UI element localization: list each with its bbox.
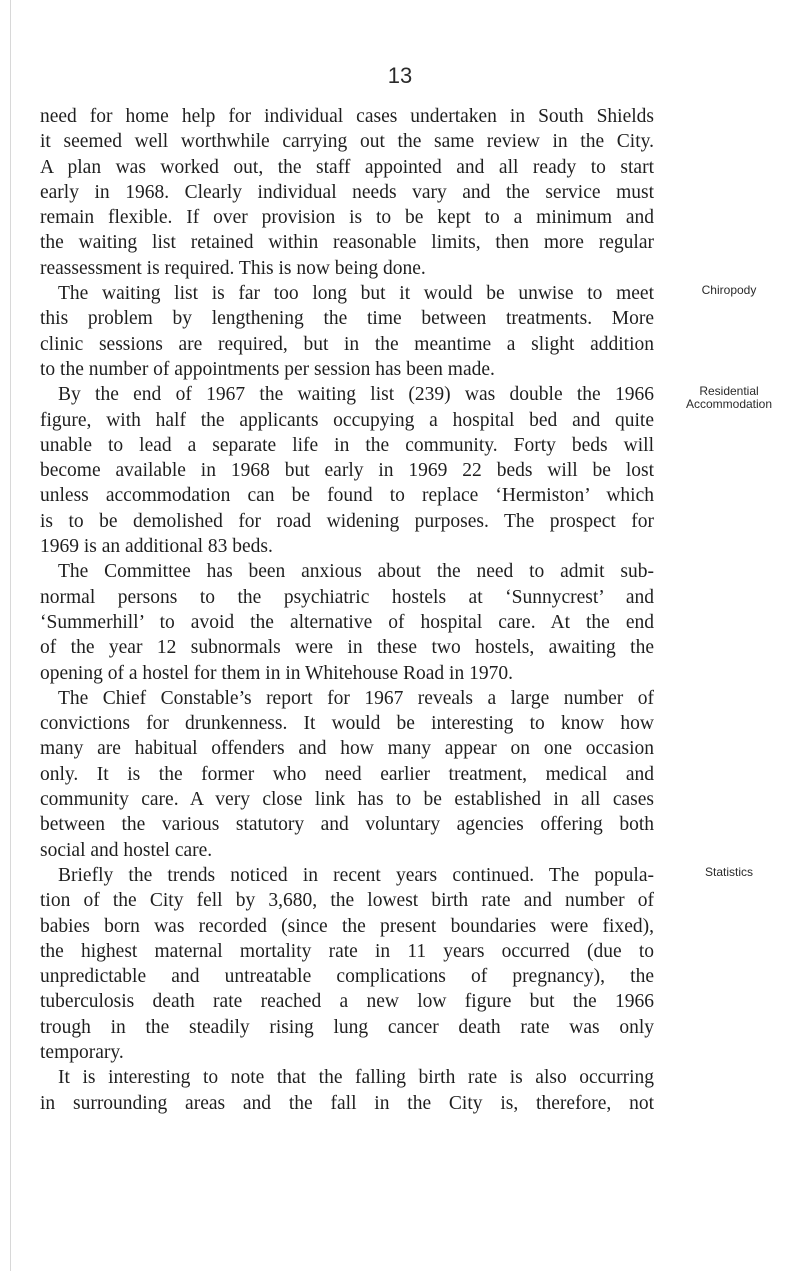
text-line: The Chief Constable’s report for 1967 reveals a large number of — [58, 687, 654, 709]
text-line: A plan was worked out, the staff appointed and all ready to start — [40, 156, 654, 178]
text-line: is to be demolished for road widening purposes. The prospect for — [40, 510, 654, 532]
text-line: By the end of 1967 the waiting list (239) was double the 1966 — [58, 384, 654, 406]
text-line: only. It is the former who need earlier treatment, medical and — [40, 763, 654, 785]
page-number: 13 — [387, 63, 413, 88]
text-line: figure, with half the applicants occupying a hospital bed and quite — [40, 409, 654, 431]
text-line: between the various statutory and voluntary agencies offering both — [40, 814, 654, 836]
text-line: Briefly the trends noticed in recent years continued. The popula- — [58, 864, 654, 886]
text-line: unpredictable and untreatable complications of pregnancy), the — [40, 966, 654, 988]
text-line: social and hostel care. — [40, 839, 213, 861]
margin-note-statistics-label: Statistics — [704, 865, 753, 879]
text-line: normal persons to the psychiatric hostels at ‘Sunnycrest’ and — [40, 586, 654, 608]
text-line: reassessment is required. This is now being done. — [40, 257, 426, 279]
text-line: It is interesting to note that the falling birth rate is also occurring — [58, 1067, 654, 1089]
page-edge-line — [10, 0, 11, 1271]
margin-note-residential-accommodation — [664, 385, 794, 411]
text-line: of the year 12 subnormals were in these two hostels, awaiting the — [40, 637, 654, 659]
margin-note-chiropody-label: Chiropody — [701, 283, 757, 297]
text-line: temporary. — [40, 1041, 124, 1063]
text-line: become available in 1968 but early in 1969 22 beds will be lost — [40, 460, 654, 482]
text-line: community care. A very close link has to be established in all cases — [40, 789, 654, 811]
text-line: babies born was recorded (since the present boundaries were fixed), — [40, 915, 654, 937]
text-line: opening of a hostel for them in in Whitehouse Road in 1970. — [40, 662, 513, 684]
text-line: many are habitual offenders and how many appear on one occasion — [40, 738, 654, 760]
text-line: The waiting list is far too long but it would be unwise to meet — [58, 283, 654, 305]
text-line: The Committee has been anxious about the need to admit sub- — [58, 561, 654, 583]
body-text — [40, 104, 654, 1116]
text-line: it seemed well worthwhile carrying out the same review in the City. — [40, 131, 654, 153]
text-line: the waiting list retained within reasonable limits, then more regular — [40, 232, 654, 254]
text-line: remain flexible. If over provision is to be kept to a minimum and — [40, 207, 654, 229]
margin-note-chiropody — [664, 284, 794, 297]
text-line: to the number of appointments per session has been made. — [40, 358, 495, 380]
text-line: 1969 is an additional 83 beds. — [40, 536, 273, 558]
text-line: tion of the City fell by 3,680, the lowest birth rate and number of — [40, 890, 654, 912]
text-line: this problem by lengthening the time between treatments. More — [40, 308, 654, 330]
text-line: the highest maternal mortality rate in 11 years occurred (due to — [40, 940, 654, 962]
text-line: clinic sessions are required, but in the meantime a slight addition — [40, 333, 654, 355]
text-line: ‘Summerhill’ to avoid the alternative of hospital care. At the end — [40, 611, 654, 633]
text-line: early in 1968. Clearly individual needs vary and the service must — [40, 181, 654, 203]
text-line: unless accommodation can be found to replace ‘Hermiston’ which — [40, 485, 654, 507]
margin-note-residential-label: Residential — [699, 384, 759, 398]
text-line: trough in the steadily rising lung cancer death rate was only — [40, 1016, 654, 1038]
text-line: in surrounding areas and the fall in the City is, therefore, not — [40, 1092, 654, 1114]
text-line: need for home help for individual cases undertaken in South Shields — [40, 106, 654, 127]
text-line: unable to lead a separate life in the community. Forty beds will — [40, 434, 654, 456]
text-line: tuberculosis death rate reached a new low figure but the 1966 — [40, 991, 654, 1013]
margin-note-statistics — [664, 866, 794, 879]
margin-note-accommodation-label: Accommodation — [685, 397, 773, 411]
text-line: convictions for drunkenness. It would be interesting to know how — [40, 713, 654, 735]
